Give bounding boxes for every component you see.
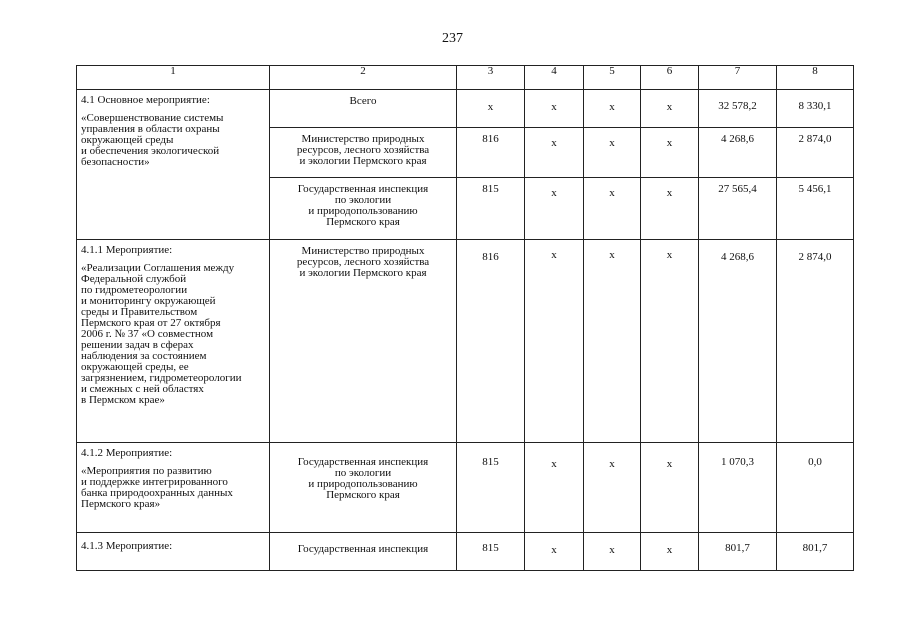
column-header: 5 (584, 66, 641, 90)
executor-cell: Министерство природных ресурсов, лесного хозяйства и экологии Пермского края (270, 128, 457, 178)
value-cell: х (641, 240, 699, 443)
activity-description: «Мероприятия по развитию и поддержке интегрированного банка природоохранных данных Пермского края» (81, 465, 233, 510)
column-header: 7 (699, 66, 777, 90)
amount-cell: 801,7 (777, 533, 854, 571)
table-row (77, 533, 854, 571)
value-cell: х (584, 128, 641, 178)
column-header: 8 (777, 66, 854, 90)
code-cell: 815 (457, 533, 525, 571)
value-cell: х (525, 533, 584, 571)
code-cell: 815 (457, 178, 525, 240)
amount-cell: 801,7 (699, 533, 777, 571)
amount-cell: 8 330,1 (777, 90, 854, 128)
activity-title: 4.1.3 Мероприятие: (81, 540, 173, 552)
budget-table (76, 65, 854, 571)
executor-cell: Государственная инспекция по экологии и природопользованию Пермского края (270, 178, 457, 240)
code-cell: 816 (457, 240, 525, 443)
value-cell: х (525, 443, 584, 533)
executor-cell: Министерство природных ресурсов, лесного хозяйства и экологии Пермского края (270, 240, 457, 443)
value-cell: х (584, 533, 641, 571)
table-row (77, 90, 854, 128)
table-row (77, 240, 854, 443)
value-cell: х (584, 443, 641, 533)
activity-title: 4.1 Основное мероприятие: (81, 94, 210, 106)
activity-cell (77, 90, 270, 240)
column-header: 3 (457, 66, 525, 90)
value-cell: х (525, 128, 584, 178)
column-header: 1 (77, 66, 270, 90)
value-cell: х (525, 90, 584, 128)
executor-cell: Государственная инспекция по экологии и природопользованию Пермского края (270, 443, 457, 533)
activity-description: «Реализации Соглашения между Федеральной службой по гидрометеорологии и мониторингу окружающей среды и Правительством Пермского края от 27 октября 2006 г. № 37 «О совместном решении задач в сферах наблюдения за состоянием окружающей среды, ее загрязнением, гидрометеорологии и смежных с ней областях в Пермском крае» (81, 262, 242, 406)
amount-cell: 2 874,0 (777, 240, 854, 443)
page-number: 237 (442, 31, 463, 46)
amount-cell: 5 456,1 (777, 178, 854, 240)
value-cell: х (525, 240, 584, 443)
executor-cell: Государственная инспекция (270, 533, 457, 571)
amount-cell: 1 070,3 (699, 443, 777, 533)
code-cell: 816 (457, 128, 525, 178)
activity-title: 4.1.1 Мероприятие: (81, 244, 173, 256)
table-row (77, 443, 854, 533)
code-cell: х (457, 90, 525, 128)
amount-cell: 2 874,0 (777, 128, 854, 178)
amount-cell: 4 268,6 (699, 240, 777, 443)
table-header-row (77, 66, 854, 90)
value-cell: х (584, 90, 641, 128)
value-cell: х (641, 443, 699, 533)
column-header: 6 (641, 66, 699, 90)
value-cell: х (584, 240, 641, 443)
amount-cell: 4 268,6 (699, 128, 777, 178)
value-cell: х (641, 533, 699, 571)
activity-cell (77, 443, 270, 533)
executor-cell: Всего (270, 90, 457, 128)
value-cell: х (525, 178, 584, 240)
amount-cell: 32 578,2 (699, 90, 777, 128)
value-cell: х (584, 178, 641, 240)
activity-cell (77, 240, 270, 443)
value-cell: х (641, 90, 699, 128)
activity-cell (77, 533, 270, 571)
column-header: 4 (525, 66, 584, 90)
activity-description: «Совершенствование системы управления в области охраны окружающей среды и обеспечения экологической безопасности» (81, 112, 224, 168)
amount-cell: 0,0 (777, 443, 854, 533)
value-cell: х (641, 128, 699, 178)
value-cell: х (641, 178, 699, 240)
code-cell: 815 (457, 443, 525, 533)
amount-cell: 27 565,4 (699, 178, 777, 240)
column-header: 2 (270, 66, 457, 90)
activity-title: 4.1.2 Мероприятие: (81, 447, 173, 459)
